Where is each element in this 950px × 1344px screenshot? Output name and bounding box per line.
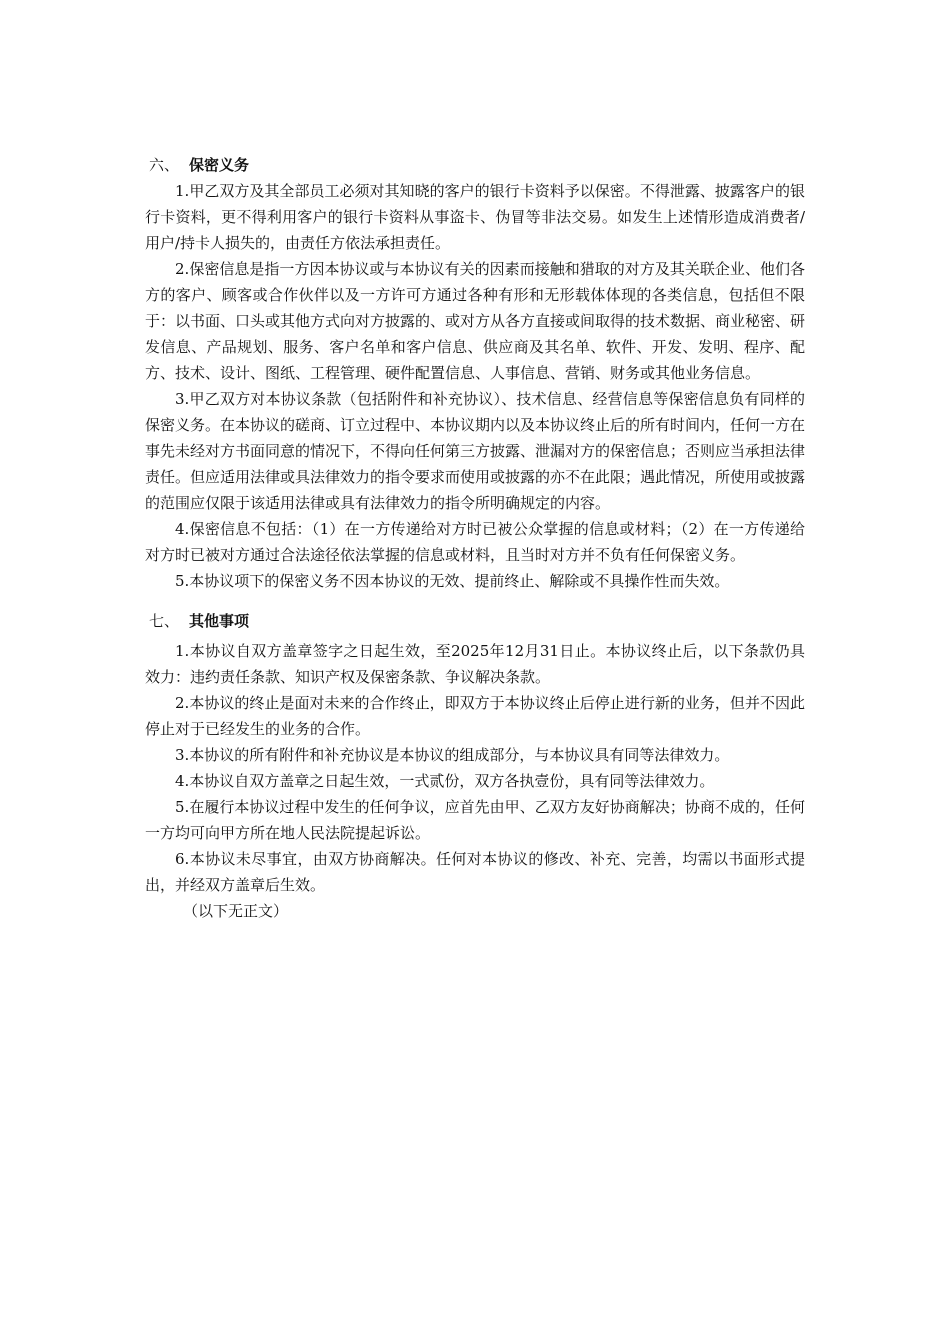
clause-paragraph: 3.甲乙双方对本协议条款（包括附件和补充协议）、技术信息、经营信息等保密信息负有同样的保密义务。在本协议的磋商、订立过程中、本协议期内以及本协议终止后的所有时间内，任何一方在事先未经对方书面同意的情况下，不得向任何第三方披露、泄漏对方的保密信息；否则应当承担法律责任。但应适用法律或具法律效力的指令要求而使用或披露的亦不在此限；遇此情况，所使用或披露的范围应仅限于该适用法律或具有法律效力的指令所明确规定的内容。	[145, 390, 806, 512]
section-heading	[145, 152, 805, 178]
clause-paragraph: 2.保密信息是指一方因本协议或与本协议有关的因素而接触和猎取的对方及其关联企业、他们各方的客户、顾客或合作伙伴以及一方许可方通过各种有形和无形载体体现的各类信息，包括但不限于：以书面、口头或其他方式向对方披露的、或对方从各方直接或间取得的技术数据、商业秘密、研发信息、产品规划、服务、客户名单和客户信息、供应商及其名单、软件、开发、发明、程序、配方、技术、设计、图纸、工程管理、硬件配置信息、人事信息、营销、财务或其他业务信息。	[145, 260, 806, 382]
clause-paragraph: 6.本协议未尽事宜，由双方协商解决。任何对本协议的修改、补充、完善，均需以书面形式提出，并经双方盖章后生效。	[145, 850, 805, 894]
clause-paragraph: 1.本协议自双方盖章签字之日起生效，至2025年12月31日止。本协议终止后，以下条款仍具效力：违约责任条款、知识产权及保密条款、争议解决条款。	[145, 642, 805, 686]
end-note: （以下无正文）	[183, 902, 289, 920]
clause-paragraph: 4.保密信息不包括：（1）在一方传递给对方时已被公众掌握的信息或材料；（2）在一方传递给对方时已被对方通过合法途径依法掌握的信息或材料，且当时对方并不负有任何保密义务。	[145, 520, 805, 564]
clause-paragraph: 5.在履行本协议过程中发生的任何争议，应首先由甲、乙双方友好协商解决；协商不成的，任何一方均可向甲方所在地人民法院提起诉讼。	[145, 798, 805, 842]
clause-paragraph: 1.甲乙双方及其全部员工必须对其知晓的客户的银行卡资料予以保密。不得泄露、披露客户的银行卡资料，更不得利用客户的银行卡资料从事盗卡、伪冒等非法交易。如发生上述情形造成消费者/用户/持卡人损失的，由责任方依法承担责任。	[145, 182, 805, 252]
section-title: 保密义务	[189, 156, 250, 174]
section-number: 六、	[149, 156, 180, 174]
clause-paragraph: 5.本协议项下的保密义务不因本协议的无效、提前终止、解除或不具操作性而失效。	[175, 572, 730, 590]
clause-paragraph: 2.本协议的终止是面对未来的合作终止，即双方于本协议终止后停止进行新的业务，但并不因此停止对于已经发生的业务的合作。	[145, 694, 805, 738]
clause-paragraph: 3.本协议的所有附件和补充协议是本协议的组成部分，与本协议具有同等法律效力。	[175, 746, 730, 764]
section-other-matters	[145, 608, 805, 898]
document-page	[145, 152, 805, 924]
section-confidentiality	[145, 152, 805, 594]
section-number: 七、	[149, 612, 180, 630]
section-spacer	[145, 594, 805, 608]
section-title: 其他事项	[189, 612, 250, 630]
clause-paragraph: 4.本协议自双方盖章之日起生效，一式贰份，双方各执壹份，具有同等法律效力。	[175, 772, 715, 790]
section-heading	[145, 608, 805, 634]
